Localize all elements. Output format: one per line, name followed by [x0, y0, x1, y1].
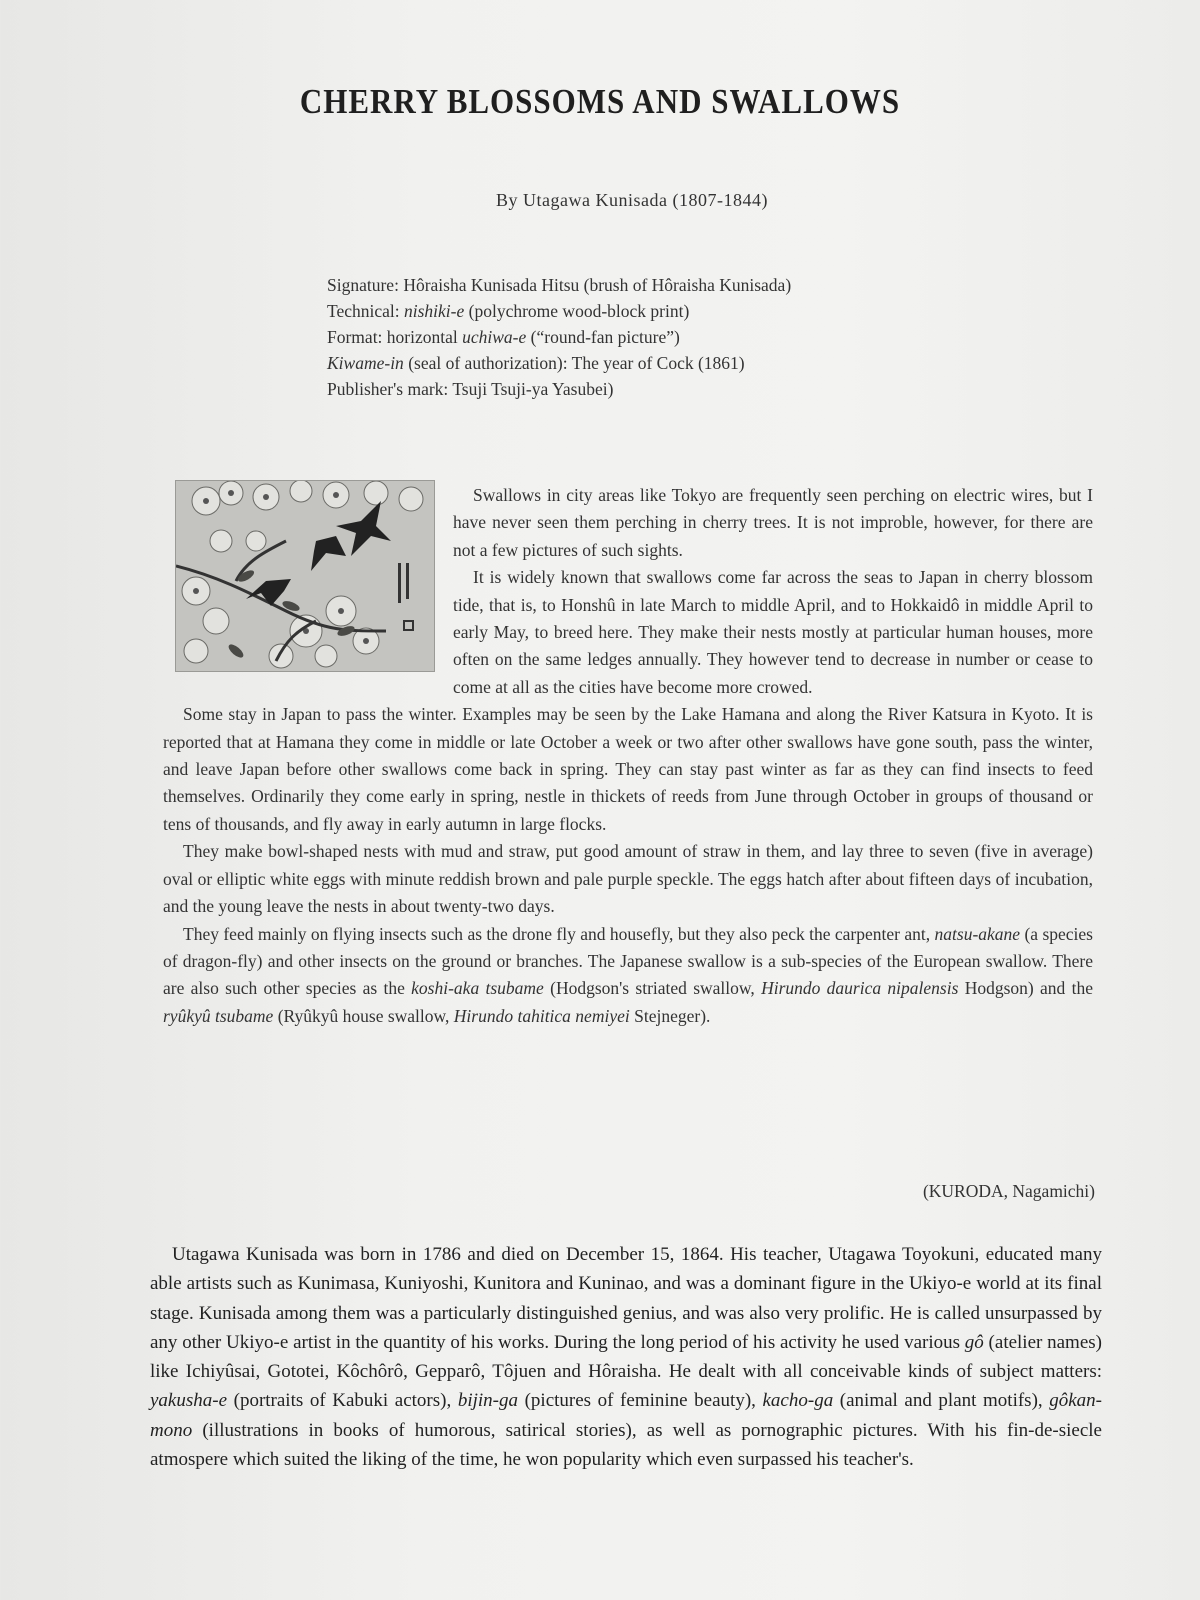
- meta-technical: Technical: nishiki-e (polychrome wood-block print): [327, 301, 690, 321]
- meta-signature: Signature: Hôraisha Kunisada Hitsu (brush of Hôraisha Kunisada): [327, 275, 792, 295]
- paragraph-5: They feed mainly on flying insects such as the drone fly and housefly, but they also peck the carpenter ant, natsu-akane (a species of dragon-fly) and other insects on the ground or branches. The Japanese swallow is a sub-species of the European swallow. There are also such other species as the koshi-aka tsubame (Hodgson's striated swallow, Hirundo daurica nipalensis Hodgson) and the ryûkyû tsubame (Ryûkyû house swallow, Hirundo tahitica nemiyei Stejneger).: [163, 923, 1093, 1026]
- paragraph-3: Some stay in Japan to pass the winter. Examples may be seen by the Lake Hamana and along the River Katsura in Kyoto. It is reported that at Hamana they come in middle or late October a week or two after other swallows have gone south, pass the winter, and leave Japan before other swallows come back in spring. They can stay past winter as far as they can find insects to feed themselves. Ordinarily they come early in spring, nestle in thickets of reeds from June through October in groups of thousand or tens of thousands, and fly away in early autumn in large flocks.: [163, 704, 1093, 834]
- figure-spacer: [163, 482, 453, 690]
- author-signoff: (KURODA, Nagamichi): [922, 1181, 1095, 1201]
- paragraph-4: They make bowl-shaped nests with mud and straw, put good amount of straw in them, and lay three to seven (five in average) oval or elliptic white eggs with minute reddish brown and pale purple speckle. The eggs hatch after about fifteen days of incubation, and the young leave the nests in about twenty-two days.: [163, 841, 1093, 917]
- meta-seal: Kiwame-in (seal of authorization): The year of Cock (1861): [327, 353, 745, 373]
- print-metadata: [327, 272, 967, 402]
- article-body: [163, 482, 1093, 1030]
- paragraph-2: It is widely known that swallows come far across the seas to Japan in cherry blossom tide, that is, to Honshû in late March to middle April, and to Hokkaidô in middle April to early May, to breed here. They make their nests mostly at particular human houses, more often on the same ledges annually. They however tend to decrease in number or cease to come at all as the cities have become more crowed.: [453, 567, 1093, 697]
- meta-format: Format: horizontal uchiwa-e (“round-fan picture”): [327, 327, 680, 347]
- page-title: CHERRY BLOSSOMS AND SWALLOWS: [299, 81, 901, 122]
- byline: By Utagawa Kunisada (1807-1844): [496, 190, 768, 210]
- paragraph-1: Swallows in city areas like Tokyo are frequently seen perching on electric wires, but I have never seen them perching in cherry trees. It is not improble, however, for there are not a few pictures of such sights.: [453, 485, 1093, 560]
- biography-paragraph: Utagawa Kunisada was born in 1786 and died on December 15, 1864. His teacher, Utagawa Toyokuni, educated many able artists such as Kunimasa, Kuniyoshi, Kunitora and Kuninao, and was a dominant figure in the Ukiyo-e world at its final stage. Kunisada among them was a particularly distinguished genius, and was also very prolific. He is called unsurpassed by any other Ukiyo-e artist in the quantity of his works. During the long period of his activity he used various gô (atelier names) like Ichiyûsai, Gototei, Kôchôrô, Gepparô, Tôjuen and Hôraisha. He dealt with all conceivable kinds of subject matters: yakusha-e (portraits of Kabuki actors), bijin-ga (pictures of feminine beauty), kacho-ga (animal and plant motifs), gôkan-mono (illustrations in books of humorous, satirical stories), as well as pornographic pictures. With his fin-de-siecle atmospere which suited the liking of the time, he won popularity which even surpassed his teacher's.: [150, 1244, 1102, 1471]
- meta-publisher: Publisher's mark: Tsuji Tsuji-ya Yasubei): [327, 379, 614, 399]
- artist-biography: [150, 1240, 1102, 1474]
